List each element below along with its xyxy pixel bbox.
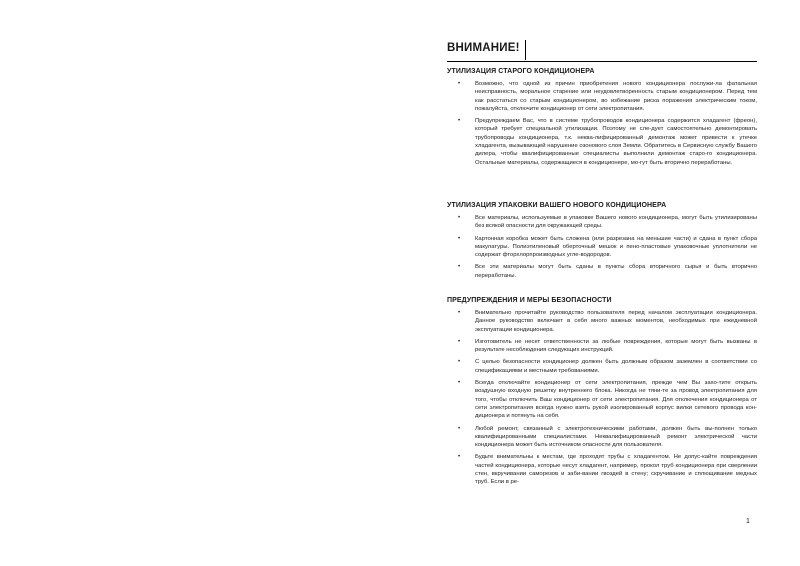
section-heading: УТИЛИЗАЦИЯ СТАРОГО КОНДИЦИОНЕРА	[447, 68, 595, 75]
list-item: • Любой ремонт, связанный с электротехническими работами, должен быть вы-полнен только квалифицированными специалистами. Неквалифицированный ремонт электрической части кондиционера может быть источником опасности для пользователя.	[458, 425, 757, 449]
list-item: • Возможно, что одной из причин приобретения нового кондиционера послужи-ла фатальная неисправность, моральное старение или неудовлетворенность старым кондиционером. Перед тем как расстаться со старым кондиционером, во избежание риска поражения электрическим током, пожалуйста, отключите кондиционер от сети электропитания.	[458, 81, 757, 112]
bullet-list	[447, 80, 757, 167]
list-item: • С целью безопасности кондиционер должен быть должным образом заземлен в соответствии со спецификациями и местными требованиями.	[458, 359, 757, 374]
bullet-icon: •	[458, 264, 461, 271]
bullet-icon: •	[458, 380, 461, 387]
bullet-icon: •	[458, 425, 461, 432]
bullet-icon: •	[458, 310, 461, 316]
bullet-icon: •	[458, 118, 461, 125]
title-divider-vertical	[525, 40, 526, 60]
list-item: • Будьте внимательны к местам, где проходят трубы с хладагентом. Не допус-кайте повреждения частей кондиционера, которые несут хладагент, например, прокол труб кондиционера при сверлении стен, вкручивании саморезов и заби-вании гвоздей в стену; скручивание и сплющивание медных труб. Если в ре-	[458, 454, 757, 486]
bullet-icon: •	[458, 454, 461, 461]
section-safety	[447, 297, 757, 491]
section-heading: ПРЕДУПРЕЖДЕНИЯ И МЕРЫ БЕЗОПАСНОСТИ	[447, 297, 612, 304]
list-item: • Всегда отключайте кондиционер от сети электропитания, прежде чем Вы захо-тите открыть воздушную входную решетку внутреннего блока. Никогда не тяни-те за провод электропитания для того, чтобы отключить Ваш кондиционер от сети электропитания. Для отключения кондиционера от сети электропитания всегда нужно взять рукой изолированный корпус вилки сетевого провода кон-диционера и потянуть на себя.	[458, 380, 757, 420]
list-item: • Изготовитель не несет ответственности за любые повреждения, которые могут быть вызваны в результате несоблюдения следующих инструкций.	[458, 338, 757, 354]
section-packaging	[447, 202, 757, 284]
list-item: • Предупреждаем Вас, что в системе трубопроводов кондиционера содержится хладагент (фреон), который требует специальной утилизации. Поэтому не сле-дует самостоятельно демонтировать трубопроводы кондиционера, т.к. неква-лифицированный демонтаж может привести к утечке хладагента, вызывающей нарушение озонового слоя Земли. Обратитесь в Сервисную службу Вашего дилера, чтобы квалифицированные специалисты выполнили демонтаж старо-го кондиционера. Остальные материалы, содержащиеся в кондиционере, мо-гут быть вторично переработаны.	[458, 118, 757, 166]
bullet-list	[447, 214, 757, 280]
bullet-icon: •	[458, 359, 461, 366]
section-old-conditioner	[447, 68, 757, 171]
bullet-icon: •	[458, 81, 461, 87]
bullet-icon: •	[458, 235, 461, 242]
list-item: • Все материалы, используемые в упаковке Вашего нового кондиционера, могут быть утилизированы без всякой опасности для окружающей среды.	[458, 215, 757, 230]
bullet-icon: •	[458, 338, 461, 345]
bullet-icon: •	[458, 215, 461, 221]
section-heading: УТИЛИЗАЦИЯ УПАКОВКИ ВАШЕГО НОВОГО КОНДИЦИОНЕРА	[447, 202, 667, 209]
title-block	[447, 40, 757, 62]
list-item: • Внимательно прочитайте руководство пользователя перед началом эксплуатации кондиционера. Данное руководство включает в себя много важных моментов, необходимых при ежедневной эксплуатации кондиционера.	[458, 310, 757, 333]
list-item: • Картонная коробка может быть сложена (или разрезана на меньшие части) и сдана в пункт сбора макулатуры. Полиэтиленовый оберточный мешок и пено-пластовые упаковочные уплотнители не содержат фторхлорпроизводных угле-водородов.	[458, 235, 757, 259]
title-underline	[447, 61, 757, 62]
page-number: 1	[746, 518, 750, 525]
page-title: ВНИМАНИЕ!	[447, 42, 520, 54]
list-item: • Все эти материалы могут быть сданы в пункты сбора вторичного сырья и быть вторично переработаны.	[458, 264, 757, 279]
bullet-list	[447, 309, 757, 487]
